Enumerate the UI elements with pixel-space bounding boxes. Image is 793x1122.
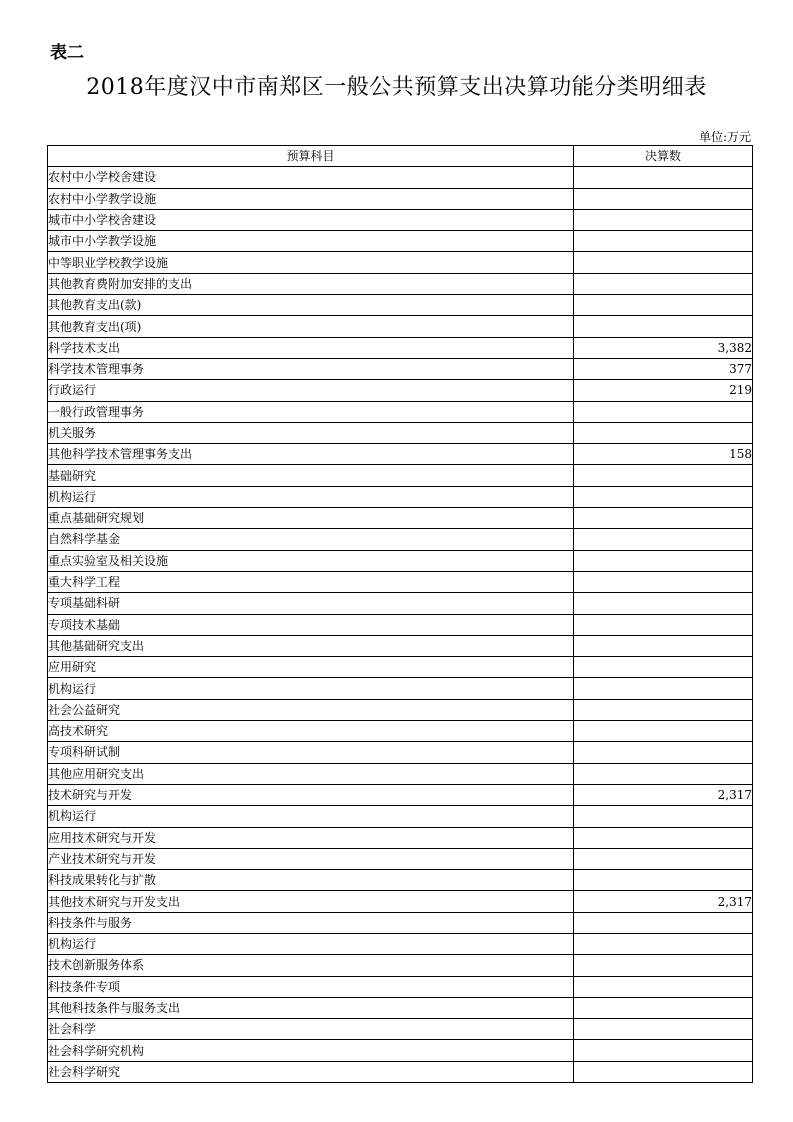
table-row <box>48 891 753 912</box>
budget-subject-cell: 其他教育支出(项) <box>48 316 574 337</box>
table-row <box>48 273 753 294</box>
budget-subject-cell: 其他科技条件与服务支出 <box>48 997 574 1018</box>
budget-subject-cell: 机构运行 <box>48 486 574 507</box>
table-row <box>48 870 753 891</box>
budget-subject-cell: 社会科学 <box>48 1019 574 1040</box>
table-row <box>48 763 753 784</box>
budget-subject-cell: 其他科学技术管理事务支出 <box>48 444 574 465</box>
amount-cell <box>574 678 753 699</box>
budget-subject-cell: 科技条件专项 <box>48 976 574 997</box>
amount-cell <box>574 167 753 188</box>
budget-subject-cell: 机构运行 <box>48 678 574 699</box>
budget-subject-cell: 专项技术基础 <box>48 614 574 635</box>
budget-subject-cell: 机构运行 <box>48 933 574 954</box>
table-row <box>48 593 753 614</box>
amount-cell <box>574 955 753 976</box>
budget-subject-cell: 应用研究 <box>48 657 574 678</box>
table-row <box>48 699 753 720</box>
amount-cell: 158 <box>574 444 753 465</box>
budget-subject-cell: 专项科研试制 <box>48 742 574 763</box>
budget-subject-cell: 科学技术支出 <box>48 337 574 358</box>
table-row <box>48 742 753 763</box>
table-row <box>48 486 753 507</box>
budget-subject-cell: 技术创新服务体系 <box>48 955 574 976</box>
table-row <box>48 912 753 933</box>
budget-subject-cell: 自然科学基金 <box>48 529 574 550</box>
budget-subject-cell: 其他教育费附加安排的支出 <box>48 273 574 294</box>
budget-subject-cell: 其他教育支出(款) <box>48 295 574 316</box>
table-row <box>48 635 753 656</box>
table-row <box>48 252 753 273</box>
amount-cell <box>574 422 753 443</box>
budget-subject-cell: 社会科学研究机构 <box>48 1040 574 1061</box>
amount-cell <box>574 763 753 784</box>
amount-cell: 2,317 <box>574 891 753 912</box>
amount-cell <box>574 721 753 742</box>
amount-cell: 219 <box>574 380 753 401</box>
budget-subject-cell: 高技术研究 <box>48 721 574 742</box>
amount-cell <box>574 742 753 763</box>
budget-subject-cell: 科技成果转化与扩散 <box>48 870 574 891</box>
amount-cell <box>574 933 753 954</box>
table-label: 表二 <box>50 43 84 63</box>
table-row <box>48 1061 753 1082</box>
amount-cell <box>574 806 753 827</box>
budget-subject-cell: 技术研究与开发 <box>48 784 574 805</box>
amount-cell <box>574 252 753 273</box>
budget-subject-cell: 应用技术研究与开发 <box>48 827 574 848</box>
table-row <box>48 976 753 997</box>
table-row <box>48 721 753 742</box>
table-row <box>48 422 753 443</box>
amount-cell <box>574 316 753 337</box>
table-row <box>48 848 753 869</box>
table-row <box>48 508 753 529</box>
table-row <box>48 209 753 230</box>
table-header-row <box>48 146 753 167</box>
table-row <box>48 358 753 379</box>
table-row <box>48 337 753 358</box>
table-row <box>48 1040 753 1061</box>
table-row <box>48 465 753 486</box>
budget-subject-cell: 产业技术研究与开发 <box>48 848 574 869</box>
amount-cell: 377 <box>574 358 753 379</box>
table-row <box>48 167 753 188</box>
column-header-amount: 决算数 <box>574 146 753 167</box>
amount-cell <box>574 657 753 678</box>
table-row <box>48 550 753 571</box>
amount-cell <box>574 912 753 933</box>
table-row <box>48 316 753 337</box>
budget-subject-cell: 中等职业学校教学设施 <box>48 252 574 273</box>
table-row <box>48 295 753 316</box>
table-row <box>48 380 753 401</box>
table-row <box>48 231 753 252</box>
amount-cell <box>574 465 753 486</box>
amount-cell <box>574 699 753 720</box>
budget-subject-cell: 农村中小学校舍建设 <box>48 167 574 188</box>
budget-subject-cell: 重点基础研究规划 <box>48 508 574 529</box>
table-row <box>48 933 753 954</box>
amount-cell <box>574 401 753 422</box>
budget-subject-cell: 其他技术研究与开发支出 <box>48 891 574 912</box>
amount-cell <box>574 1061 753 1082</box>
amount-cell <box>574 827 753 848</box>
budget-subject-cell: 重大科学工程 <box>48 571 574 592</box>
amount-cell <box>574 508 753 529</box>
column-header-subject: 预算科目 <box>48 146 574 167</box>
budget-subject-cell: 社会科学研究 <box>48 1061 574 1082</box>
page-title: 2018年度汉中市南郑区一般公共预算支出决算功能分类明细表 <box>86 75 707 100</box>
budget-subject-cell: 基础研究 <box>48 465 574 486</box>
budget-subject-cell: 城市中小学校舍建设 <box>48 209 574 230</box>
table-row <box>48 529 753 550</box>
amount-cell <box>574 976 753 997</box>
table-row <box>48 784 753 805</box>
amount-cell <box>574 1019 753 1040</box>
budget-subject-cell: 农村中小学教学设施 <box>48 188 574 209</box>
budget-subject-cell: 科学技术管理事务 <box>48 358 574 379</box>
amount-cell <box>574 231 753 252</box>
amount-cell <box>574 529 753 550</box>
amount-cell <box>574 593 753 614</box>
amount-cell <box>574 635 753 656</box>
budget-subject-cell: 机构运行 <box>48 806 574 827</box>
amount-cell <box>574 295 753 316</box>
budget-subject-cell: 其他应用研究支出 <box>48 763 574 784</box>
table-row <box>48 1019 753 1040</box>
amount-cell <box>574 1040 753 1061</box>
budget-subject-cell: 重点实验室及相关设施 <box>48 550 574 571</box>
amount-cell <box>574 870 753 891</box>
amount-cell <box>574 614 753 635</box>
budget-subject-cell: 科技条件与服务 <box>48 912 574 933</box>
budget-subject-cell: 机关服务 <box>48 422 574 443</box>
table-row <box>48 678 753 699</box>
amount-cell <box>574 550 753 571</box>
amount-cell <box>574 571 753 592</box>
budget-subject-cell: 行政运行 <box>48 380 574 401</box>
table-row <box>48 827 753 848</box>
unit-label: 单位:万元 <box>698 130 751 144</box>
amount-cell <box>574 486 753 507</box>
budget-subject-cell: 一般行政管理事务 <box>48 401 574 422</box>
table-row <box>48 657 753 678</box>
amount-cell <box>574 848 753 869</box>
amount-cell: 3,382 <box>574 337 753 358</box>
amount-cell <box>574 273 753 294</box>
amount-cell <box>574 997 753 1018</box>
budget-subject-cell: 专项基础科研 <box>48 593 574 614</box>
table-row <box>48 444 753 465</box>
amount-cell <box>574 209 753 230</box>
table-row <box>48 571 753 592</box>
table-row <box>48 955 753 976</box>
table-row <box>48 614 753 635</box>
budget-table <box>47 145 753 1083</box>
table-row <box>48 401 753 422</box>
table-body <box>48 167 753 1083</box>
table-row <box>48 188 753 209</box>
amount-cell <box>574 188 753 209</box>
amount-cell: 2,317 <box>574 784 753 805</box>
table-row <box>48 806 753 827</box>
budget-subject-cell: 其他基础研究支出 <box>48 635 574 656</box>
budget-subject-cell: 城市中小学教学设施 <box>48 231 574 252</box>
table-row <box>48 997 753 1018</box>
budget-subject-cell: 社会公益研究 <box>48 699 574 720</box>
